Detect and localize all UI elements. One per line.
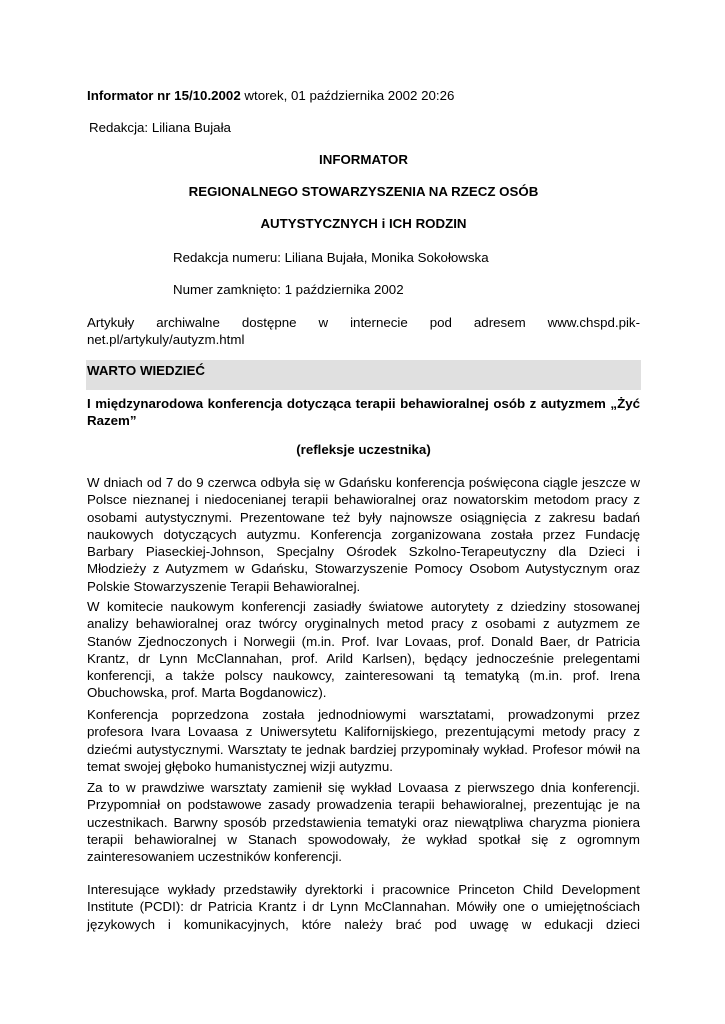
paragraph-line: językowych i komunikacyjnych, które należy brać pod uwagę w edukacji dzieci <box>87 916 640 932</box>
paragraph-line: W dniach od 7 do 9 czerwca odbyła się w Gdańsku konferencja poświęcona ciągle jeszcze w <box>87 475 640 490</box>
article-paragraph-5 <box>87 881 640 933</box>
section-title: WARTO WIEDZIEĆ <box>87 363 205 378</box>
archive-line-2: net.pl/artykuly/autyzm.html <box>87 332 245 347</box>
paragraph-line: analizy behawioralnej oraz twórcy oryginalnych metod pracy z osobami z autyzmem ze <box>87 616 640 632</box>
article-paragraph-1 <box>87 474 640 595</box>
paragraph-line: Polskie Stowarzyszenie Terapii Behawioralnej. <box>87 578 361 594</box>
paragraph-line: naukowych dotyczących autyzmu. Konferencja zorganizowana została przez Fundację <box>87 526 640 542</box>
issue-editors: Redakcja numeru: Liliana Bujała, Monika Sokołowska <box>173 250 489 265</box>
paragraph-line: Konferencja poprzedzona została jednodniowymi warsztatami, prowadzonymi przez <box>87 707 640 722</box>
paragraph-line: Obuchowska, prof. Marta Bogdanowicz). <box>87 685 327 701</box>
title-line-3: AUTYSTYCZNYCH i ICH RODZIN <box>260 216 467 231</box>
paragraph-line: Młodzieży z Autyzmem w Gdańsku, Stowarzyszenie Pomocy Osobom Autystycznym oraz <box>87 561 640 577</box>
article-title-line-1: I międzynarodowa konferencja dotycząca terapii behawioralnej osób z autyzmem „Żyć <box>87 396 640 411</box>
article-paragraph-3 <box>87 706 640 775</box>
header-editor: Redakcja: Liliana Bujała <box>89 120 231 135</box>
article-paragraph-4 <box>87 779 640 865</box>
article-title-line-2: Razem” <box>87 413 137 428</box>
title-line-2: REGIONALNEGO STOWARZYSZENIA NA RZECZ OSÓB <box>188 184 539 199</box>
article-paragraph-2 <box>87 598 640 702</box>
paragraph-line: temat swojej głęboko humanistycznej wizji autyzmu. <box>87 758 393 774</box>
paragraph-line: zainteresowaniem uczestników konferencji. <box>87 849 342 865</box>
paragraph-line: terapii behawioralnej w Stanach spowodowały, że wykład spotkał się z ogromnym <box>87 831 640 847</box>
issue-closed-date: Numer zamknięto: 1 października 2002 <box>173 282 404 297</box>
paragraph-line: Przypomniał on podstawowe zasady prowadzenia terapii behawioralnej, prezentując je na <box>87 797 640 813</box>
paragraph-line: W komitecie naukowym konferencji zasiadły światowe autorytety z dziedziny stosowanej <box>87 599 640 614</box>
paragraph-line: Barbary Piaseckiej-Johnson, Specjalny Ośrodek Szkolno-Terapeutyczny dla Dzieci i <box>87 544 640 560</box>
article-subtitle: (refleksje uczestnika) <box>296 442 431 457</box>
header-date: wtorek, 01 października 2002 20:26 <box>240 88 455 103</box>
paragraph-line: uczestnikach. Barwny sposób przedstawienia tematyki oraz niewątpliwa charyzma pioniera <box>87 814 640 830</box>
paragraph-line: profesora Ivara Lovaasa z Uniwersytetu Kalifornijskiego, prezentującymi metody pracy z <box>87 724 640 740</box>
paragraph-line: Interesujące wykłady przedstawiły dyrektorki i pracownice Princeton Child Development <box>87 882 640 897</box>
paragraph-line: konferencji, a także polscy naukowcy, zainteresowani tą tematyką (m.in. prof. Irena <box>87 668 640 684</box>
paragraph-line: Polsce nieznanej i niedocenianej terapii behawioralnej oraz nowatorskim metodom pracy z <box>87 492 640 508</box>
paragraph-line: osobami autystycznymi. Prezentowane też były najnowsze osiągnięcia z zakresu badań <box>87 509 640 525</box>
paragraph-line: Stanów Zjednoczonych i Norwegii (m.in. Prof. Ivar Lovaas, prof. Donald Baer, dr Patricia <box>87 633 640 649</box>
title-line-1: INFORMATOR <box>319 152 408 167</box>
header-line <box>87 87 640 104</box>
paragraph-line: Institute (PCDI): dr Patricia Krantz i dr Lynn McClannahan. Mówiły one o umiejętnościach <box>87 899 640 915</box>
paragraph-line: Za to w prawdziwe warsztaty zamienił się wykład Lovaasa z pierwszego dnia konferencji. <box>87 780 640 795</box>
paragraph-line: dziećmi autystycznymi. Warsztaty te jednak bardziej przypominały wykład. Profesor mówił na <box>87 741 640 757</box>
paragraph-line: Krantz, dr Lynn McClannahan, prof. Arild Karlsen), będący jednocześnie prelegentami <box>87 650 640 666</box>
informator-number: Informator nr 15/10.2002 <box>87 88 241 103</box>
archive-line-1: Artykuły archiwalne dostępne w internecie pod adresem www.chspd.pik- <box>87 315 640 330</box>
